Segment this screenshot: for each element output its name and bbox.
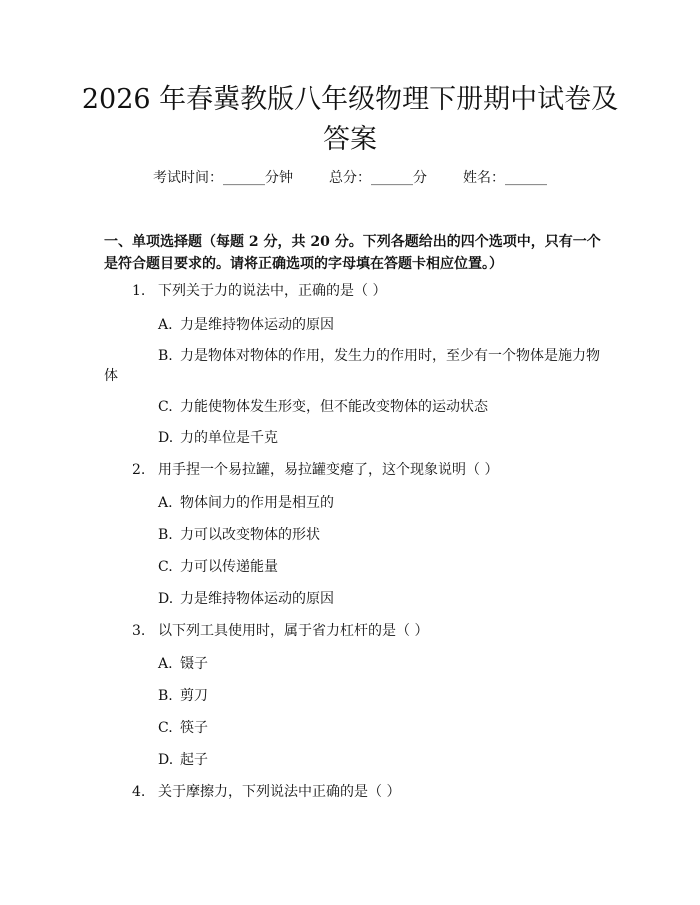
option-1c [158,397,488,417]
option-text: 力是维持物体运动的原因 [180,317,334,333]
option-text: 镊子 [180,656,208,672]
exam-time-field: 考试时间：______分钟 [153,170,293,186]
option-letter: D. [158,430,174,446]
total-score-field: 总分：______分 [329,170,427,186]
question-number: 3. [132,623,146,639]
question-number: 4. [132,784,146,800]
option-letter: A. [158,495,173,511]
option-letter: B. [158,348,173,364]
question-number: 2. [132,462,146,478]
option-letter: D. [158,591,174,607]
student-name-field: 姓名：______ [463,170,547,186]
option-letter: C. [158,559,173,575]
question-stem: 下列关于力的说法中，正确的是（ ） [158,283,387,299]
option-2b [158,525,320,545]
option-letter: A. [158,656,173,672]
option-letter: C. [158,399,173,415]
question-stem: 以下列工具使用时，属于省力杠杆的是（ ） [158,623,429,639]
option-letter: A. [158,317,173,333]
option-text: 力可以传递能量 [180,559,278,575]
option-letter: D. [158,752,174,768]
question-3 [132,621,428,641]
option-text: 物体间力的作用是相互的 [180,495,334,511]
option-text: 筷子 [180,720,208,736]
option-1b-continuation: 体 [104,368,118,384]
option-text: 力是维持物体运动的原因 [180,591,334,607]
option-text: 剪刀 [180,688,208,704]
question-stem: 关于摩擦力，下列说法中正确的是（ ） [158,784,401,800]
option-2d [158,589,334,609]
option-letter: B. [158,688,173,704]
option-1a [158,315,334,335]
option-letter: C. [158,720,173,736]
option-3a [158,654,208,674]
option-1d [158,428,278,448]
question-4 [132,782,400,802]
option-2c [158,557,278,577]
option-text: 力是物体对物体的作用，发生力的作用时，至少有一个物体是施力物 [180,348,600,364]
exam-meta [0,168,700,188]
question-2 [132,460,498,480]
option-text: 力的单位是千克 [180,430,278,446]
option-1b [158,346,600,366]
option-letter: B. [158,527,173,543]
option-3c [158,718,208,738]
option-text: 力能使物体发生形变，但不能改变物体的运动状态 [180,399,488,415]
option-text: 起子 [180,752,208,768]
exam-title: 2026 年春冀教版八年级物理下册期中试卷及答案 [81,84,619,155]
option-2a [158,493,334,513]
option-3d [158,750,208,770]
question-number: 1. [132,283,146,299]
option-text: 力可以改变物体的形状 [180,527,320,543]
option-3b [158,686,208,706]
question-1 [132,281,386,301]
question-stem: 用手捏一个易拉罐，易拉罐变瘪了，这个现象说明（ ） [158,462,499,478]
section-heading: 一、单项选择题（每题 2 分，共 20 分。下列各题给出的四个选项中，只有一个是符合题目要求的。请将正确选项的字母填在答题卡相应位置。） [104,234,601,272]
